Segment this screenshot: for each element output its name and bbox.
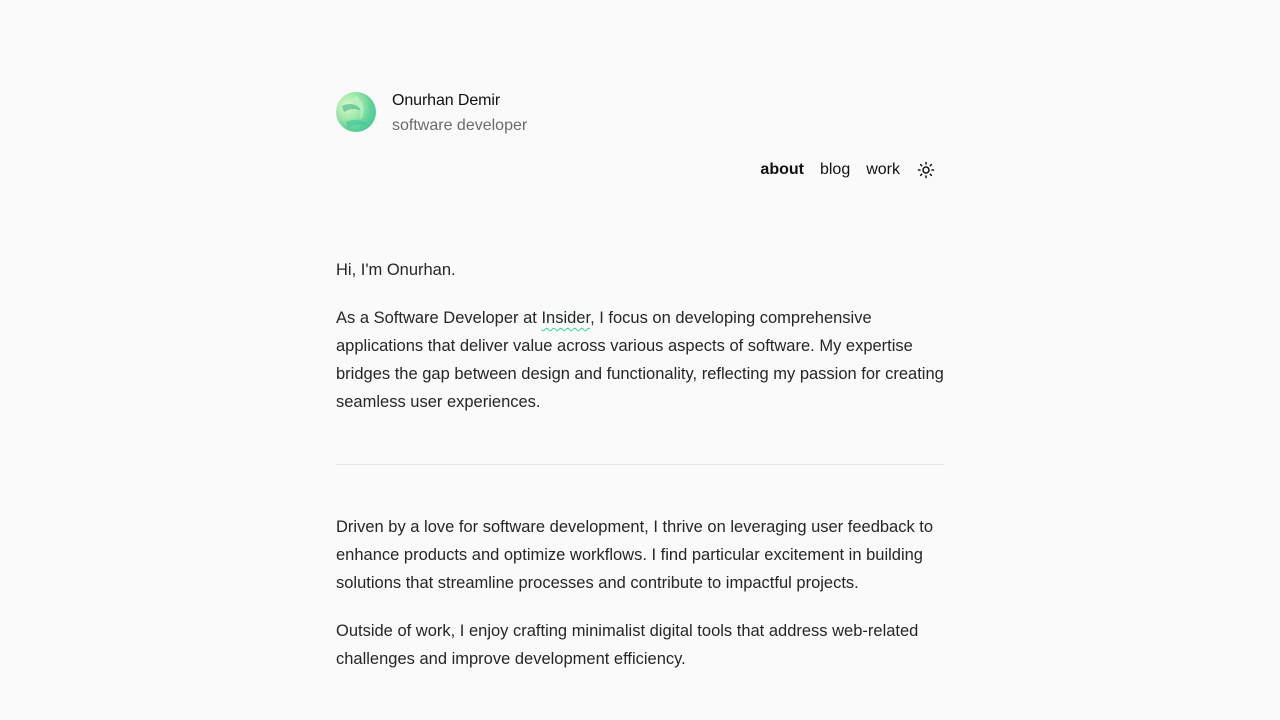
about-more-section: [336, 513, 946, 673]
profile-role: software developer: [392, 117, 528, 134]
sun-icon: [917, 161, 935, 179]
greeting-text: Hi, I'm Onurhan.: [336, 261, 456, 279]
profile-header: [336, 92, 944, 136]
identity: [392, 92, 527, 136]
intro-prefix: As a Software Developer at: [336, 309, 542, 327]
nav-work[interactable]: work: [866, 161, 900, 178]
company-link[interactable]: Insider: [541, 309, 591, 327]
avatar[interactable]: [336, 92, 376, 132]
intro-suffix: , I focus on developing comprehensive applications that deliver value across various aspects of software. My expertise bridges the gap between design and functionality, reflecting my passion for creating seamless user experiences.: [336, 309, 944, 411]
outside-work-paragraph: Outside of work, I enjoy crafting minimalist digital tools that address web-related challenges and improve development efficiency.: [336, 622, 919, 668]
nav-about[interactable]: about: [760, 161, 804, 178]
section-divider: [336, 464, 944, 465]
avatar-swirl-graphic: [336, 92, 376, 132]
intro-paragraph: [336, 304, 944, 416]
about-section: [336, 256, 944, 416]
main-nav: [760, 158, 936, 182]
passion-paragraph: Driven by a love for software development, I thrive on leveraging user feedback to enhance products and optimize workflows. I find particular excitement in building solutions that streamline processes and contribute to impactful projects.: [336, 518, 934, 592]
nav-blog[interactable]: blog: [819, 161, 851, 178]
theme-toggle-button[interactable]: [916, 160, 936, 180]
profile-name[interactable]: Onurhan Demir: [392, 92, 501, 109]
